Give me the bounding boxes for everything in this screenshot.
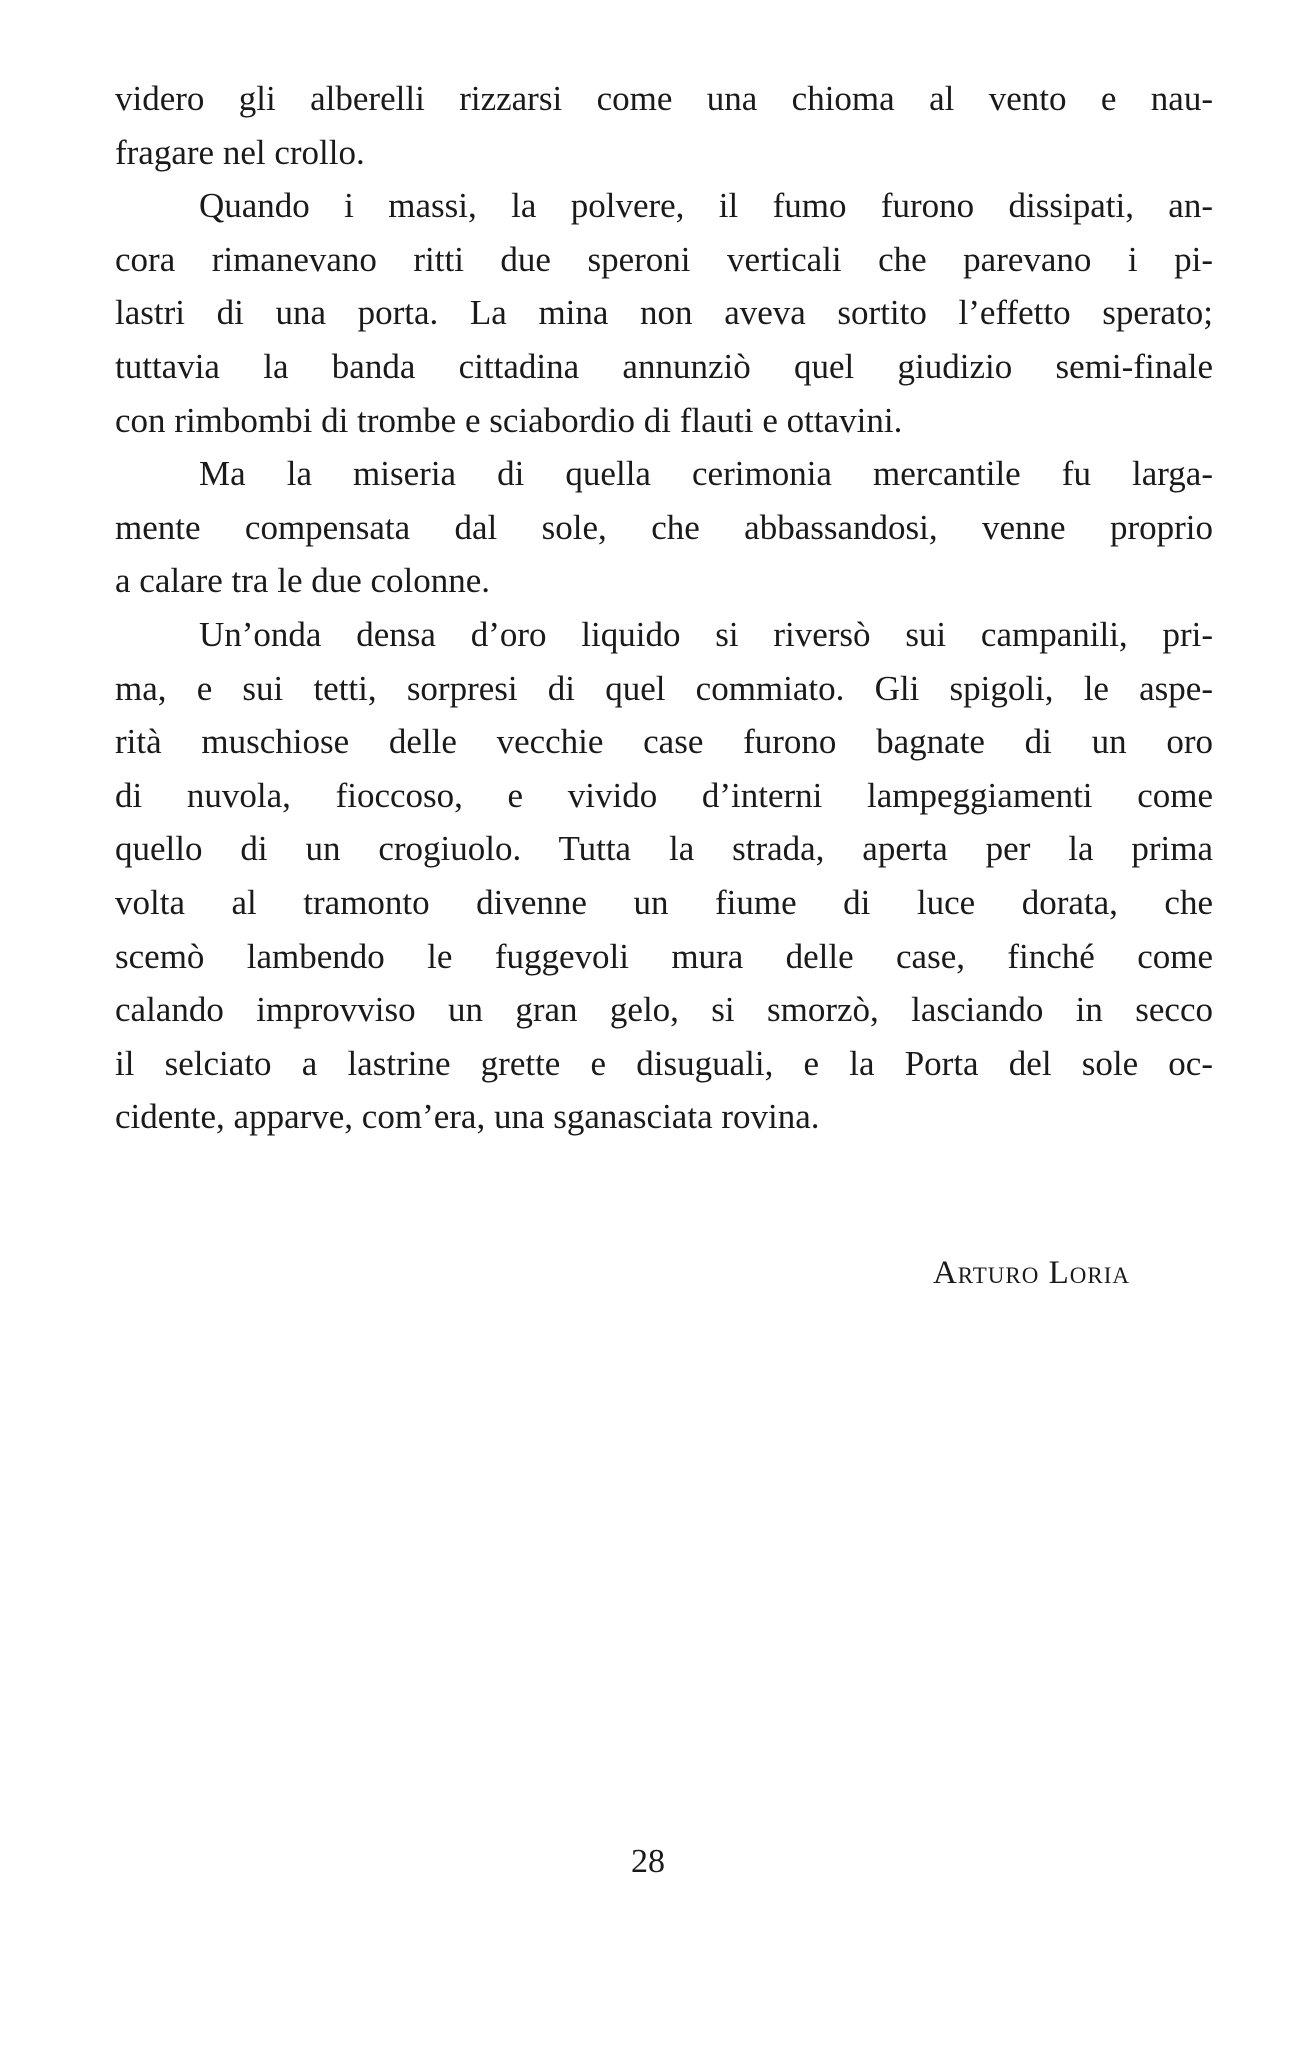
text-line: videro gli alberelli rizzarsi come una chioma al vento e nau- <box>115 79 1213 118</box>
text-line: volta al tramonto divenne un fiume di luce dorata, che <box>115 882 1213 922</box>
page-number: 28 <box>631 1843 665 1880</box>
text-line: il selciato a lastrine grette e disuguali, e la Porta del sole oc- <box>115 1043 1213 1083</box>
text-line: scemò lambendo le fuggevoli mura delle case, finché come <box>115 936 1213 976</box>
text-line: fragare nel crollo. <box>115 132 365 172</box>
text-line: cora rimanevano ritti due speroni verticali che parevano i pi- <box>115 239 1213 279</box>
body-text <box>115 72 1213 1144</box>
text-line: a calare tra le due colonne. <box>115 561 491 601</box>
text-line: calando improvviso un gran gelo, si smorzò, lasciando in secco <box>115 990 1213 1030</box>
text-line: quello di un crogiuolo. Tutta la strada, aperta per la prima <box>115 829 1213 869</box>
text-line: con rimbombi di trombe e sciabordio di flauti e ottavini. <box>115 400 903 440</box>
text-line: Ma la miseria di quella cerimonia mercantile fu larga- <box>199 454 1213 494</box>
text-line: Quando i massi, la polvere, il fumo furono dissipati, an- <box>199 186 1213 226</box>
text-line: Un’onda densa d’oro liquido si riversò sui campanili, pri- <box>199 614 1213 654</box>
text-line: ma, e sui tetti, sorpresi di quel commiato. Gli spigoli, le aspe- <box>115 668 1213 708</box>
text-line: cidente, apparve, com’era, una sganasciata rovina. <box>115 1097 820 1137</box>
text-line: mente compensata dal sole, che abbassandosi, venne proprio <box>115 507 1213 547</box>
text-line: rità muschiose delle vecchie case furono bagnate di un oro <box>115 722 1213 762</box>
text-line: di nuvola, fioccoso, e vivido d’interni lampeggiamenti come <box>115 775 1213 815</box>
author-signature: Arturo Loria <box>932 1255 1130 1291</box>
text-line: lastri di una porta. La mina non aveva sortito l’effetto sperato; <box>115 293 1213 333</box>
text-line: tuttavia la banda cittadina annunziò quel giudizio semi-finale <box>115 346 1213 386</box>
